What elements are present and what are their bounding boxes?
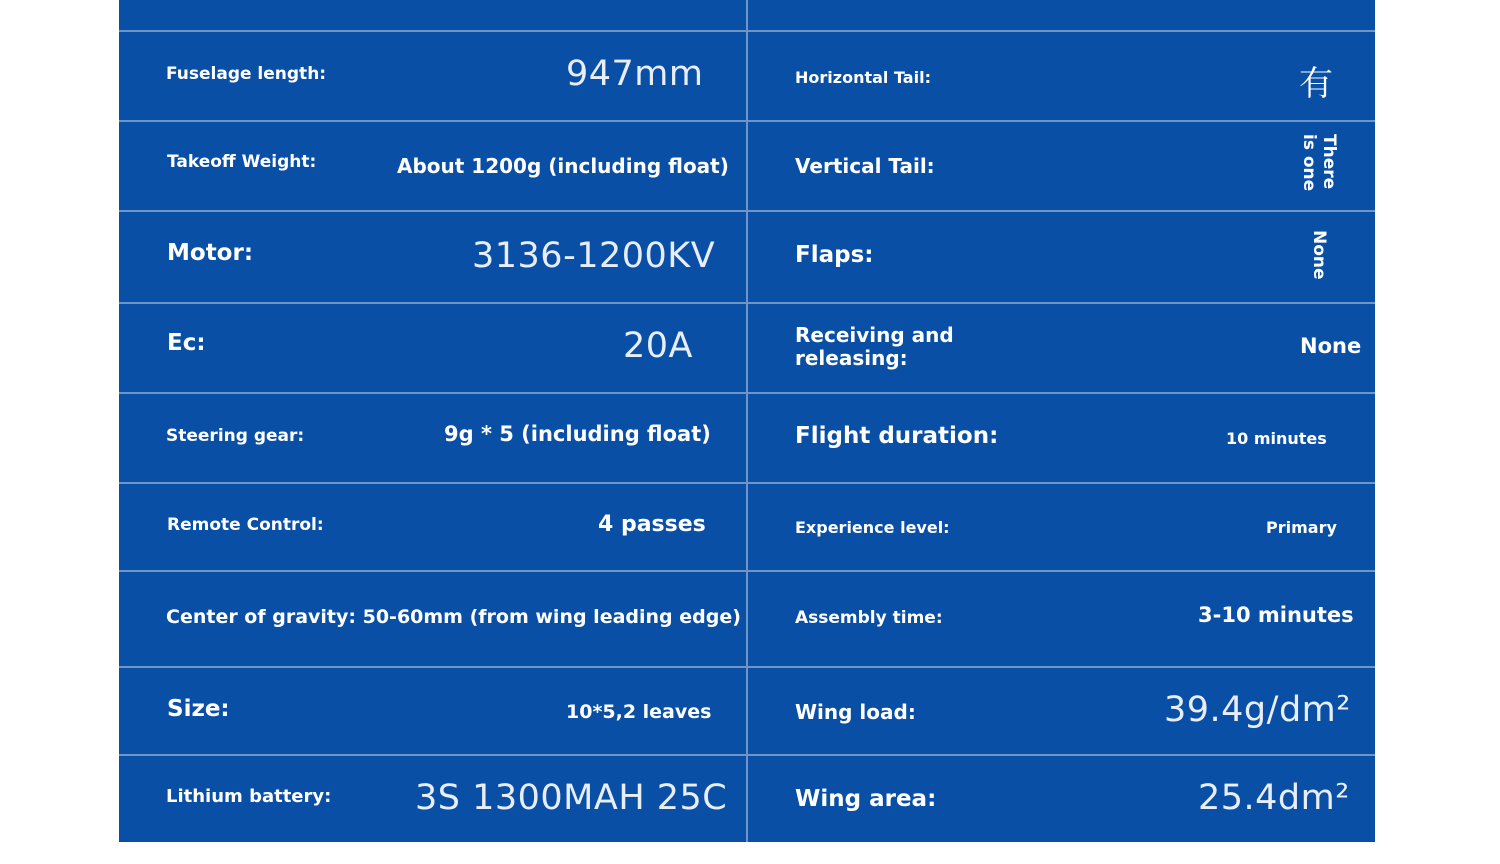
experience-level-label: Experience level: (795, 518, 950, 537)
experience-level-value: Primary (1266, 518, 1337, 537)
center-of-gravity-label: Center of gravity: 50-60mm (from wing leading edge) (166, 606, 741, 628)
flight-duration-label: Flight duration: (795, 423, 999, 449)
wing-load-label: Wing load: (795, 700, 916, 724)
lithium-battery-label: Lithium battery: (166, 786, 332, 807)
fuselage-length-value: 947mm (566, 54, 704, 94)
ec-label: Ec: (167, 330, 206, 356)
fuselage-length-label: Fuselage length: (166, 64, 327, 84)
assembly-time-value: 3-10 minutes (1198, 603, 1354, 627)
motor-label: Motor: (167, 240, 254, 266)
receiving-releasing-value: None (1300, 334, 1362, 358)
wing-area-label: Wing area: (795, 786, 937, 812)
wing-area-value: 25.4dm² (1198, 778, 1350, 818)
receiving-releasing-label: Receiving and releasing: (795, 323, 954, 370)
flaps-label: Flaps: (795, 242, 874, 268)
steering-gear-value: 9g * 5 (including float) (444, 422, 711, 446)
takeoff-weight-label: Takeoff Weight: (167, 152, 317, 172)
steering-gear-label: Steering gear: (166, 426, 305, 446)
ec-value: 20A (623, 326, 693, 366)
column-divider (746, 0, 748, 842)
wing-load-value: 39.4g/dm² (1164, 690, 1351, 730)
size-value: 10*5,2 leaves (566, 701, 712, 723)
lithium-battery-value: 3S 1300MAH 25C (415, 778, 728, 818)
flight-duration-value: 10 minutes (1226, 429, 1327, 448)
horizontal-tail-value: 有 (1299, 64, 1333, 104)
assembly-time-label: Assembly time: (795, 608, 943, 628)
flaps-value: None (1309, 230, 1329, 280)
vertical-tail-label: Vertical Tail: (795, 154, 935, 178)
size-label: Size: (167, 696, 230, 722)
remote-control-value: 4 passes (598, 512, 706, 537)
takeoff-weight-value: About 1200g (including float) (397, 154, 729, 178)
vertical-tail-value: There is one (1299, 134, 1339, 192)
horizontal-tail-label: Horizontal Tail: (795, 68, 931, 87)
remote-control-label: Remote Control: (167, 515, 324, 535)
motor-value: 3136-1200KV (472, 236, 716, 276)
spec-table (119, 0, 1375, 842)
